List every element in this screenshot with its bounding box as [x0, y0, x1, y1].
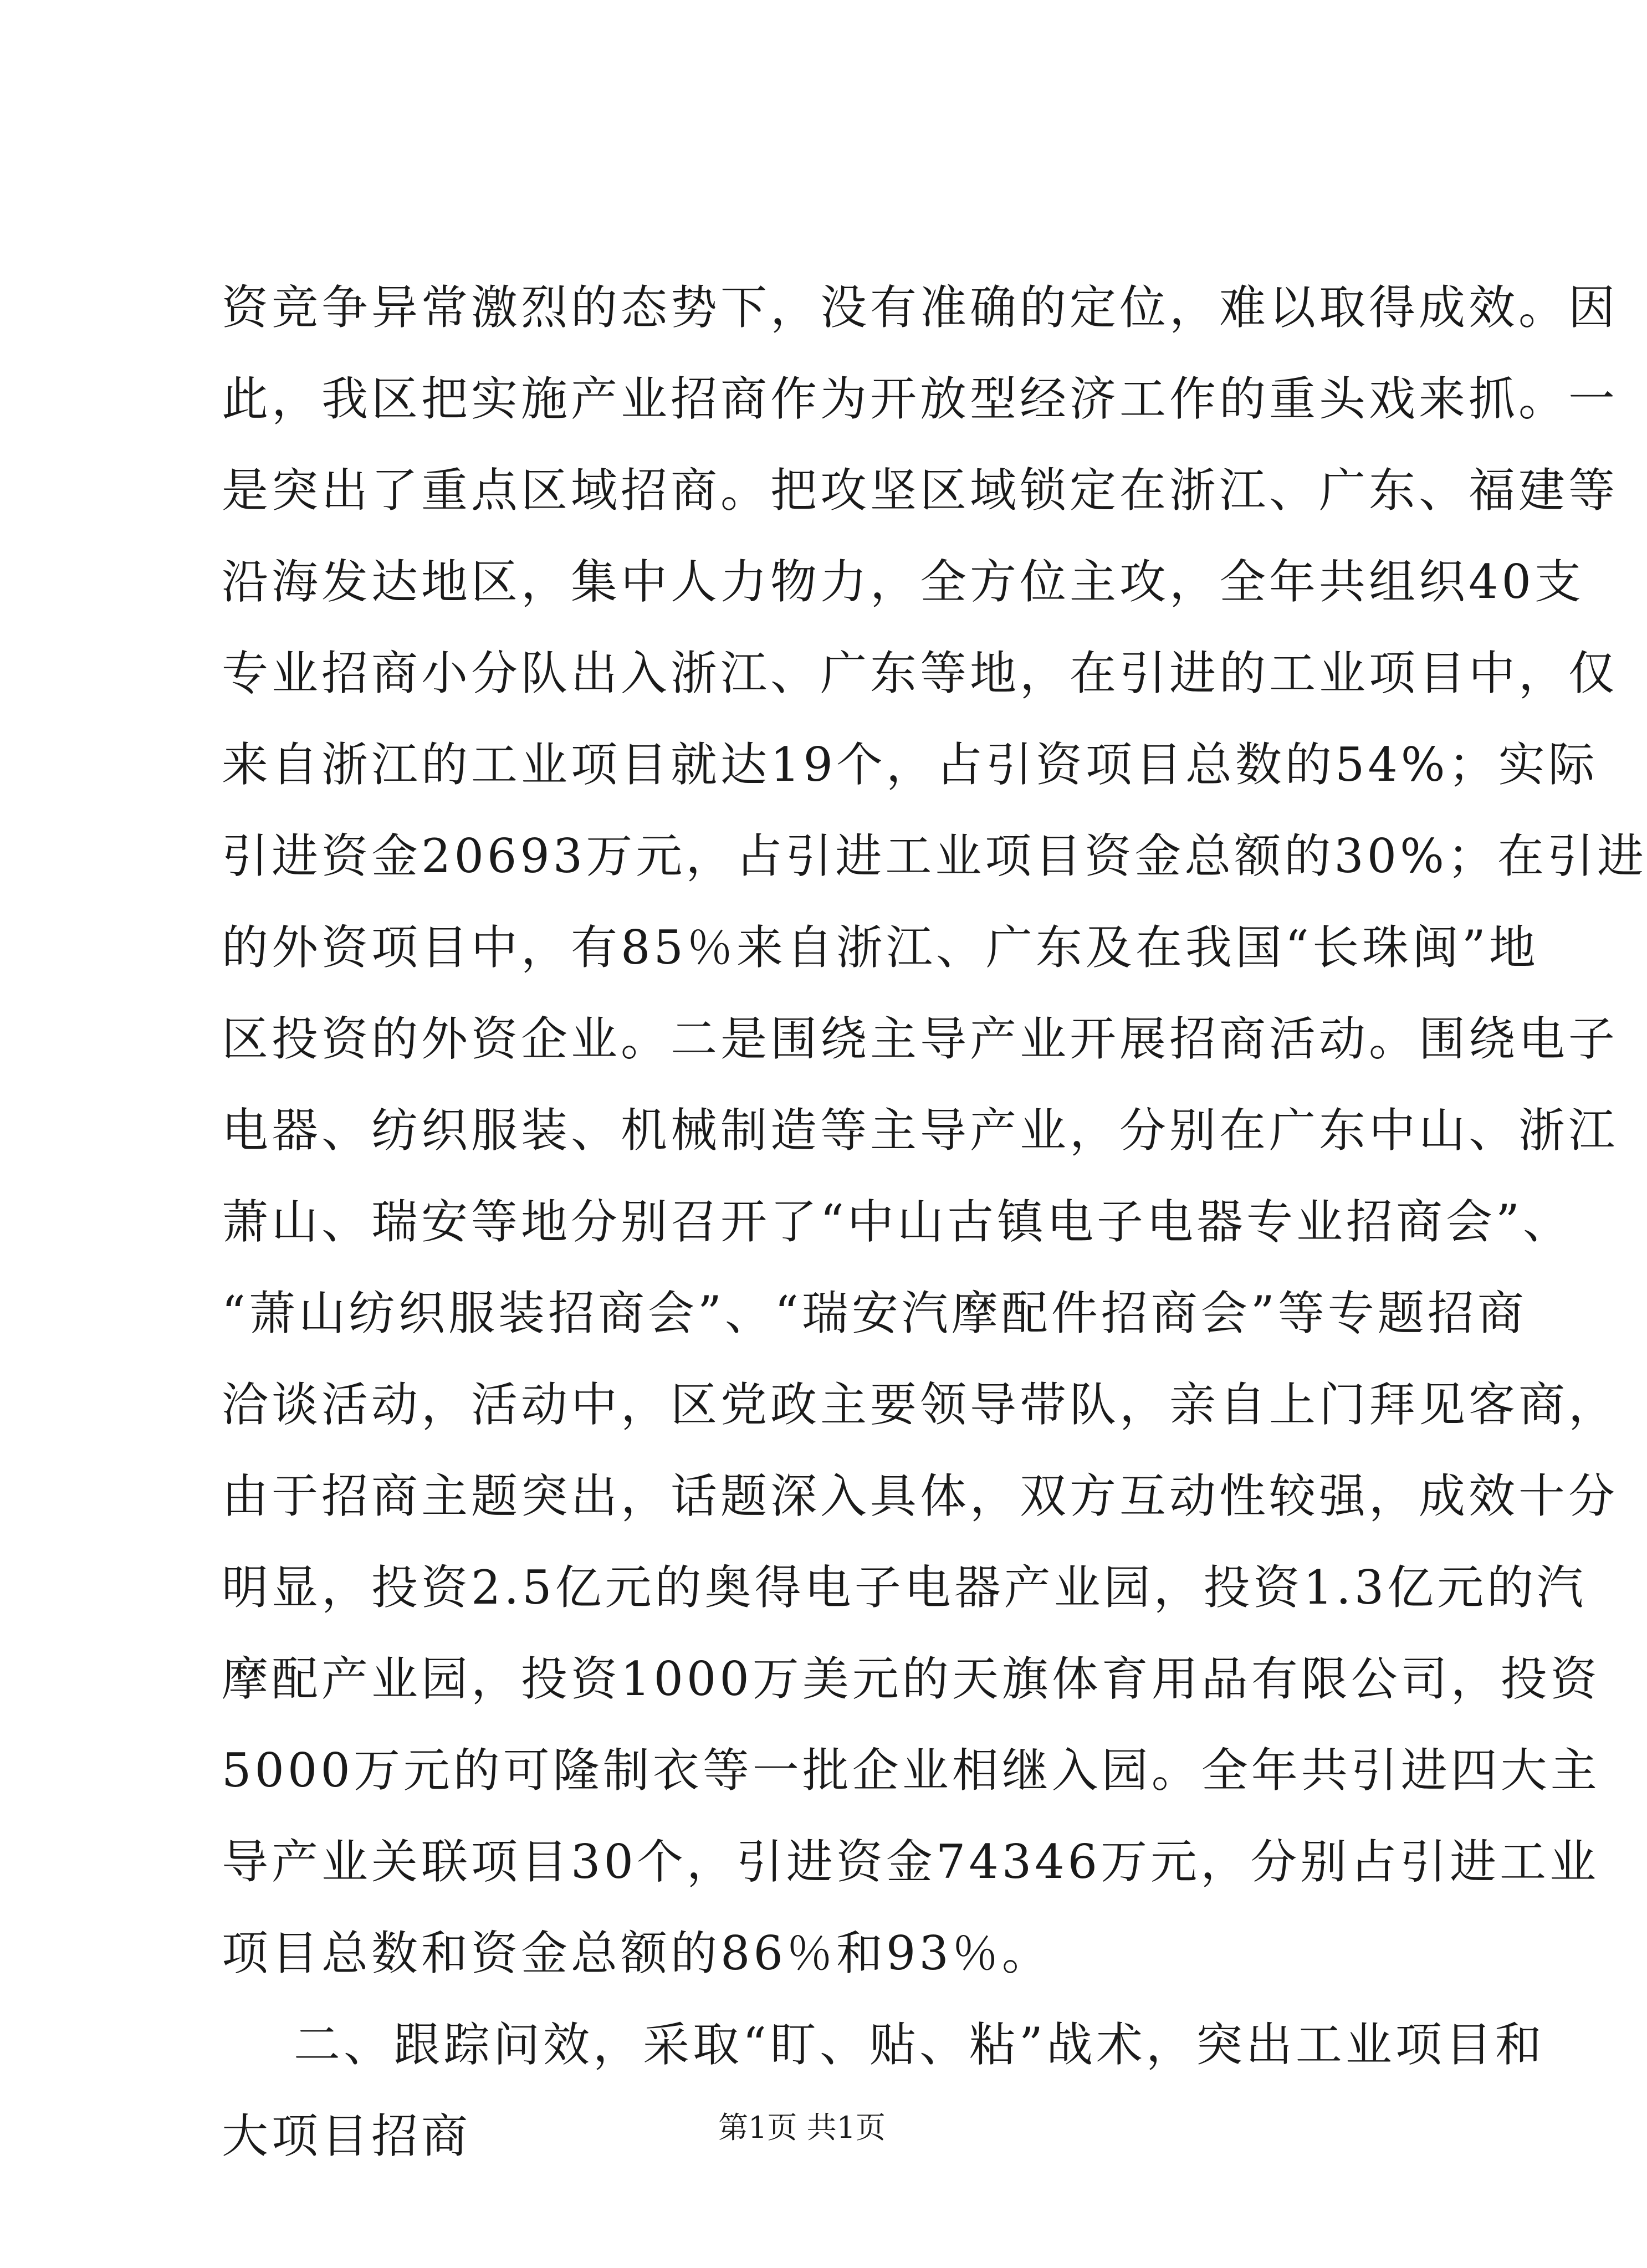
- paragraph-line: 引进资金20693万元，占引进工业项目资金总额的30%；在引进: [222, 829, 1647, 883]
- paragraph-line: 是突出了重点区域招商。把攻坚区域锁定在浙江、广东、福建等: [222, 463, 1619, 518]
- paragraph-line: 资竞争异常激烈的态势下，没有准确的定位，难以取得成效。因: [222, 280, 1619, 335]
- paragraph-line: 导产业关联项目30个，引进资金74346万元，分别占引进工业: [222, 1835, 1600, 1889]
- paragraph-line: 明显，投资2.5亿元的奥得电子电器产业园，投资1.3亿元的汽: [222, 1560, 1587, 1615]
- paragraph-line: 沿海发达地区，集中人力物力，全方位主攻，全年共组织40支: [222, 555, 1584, 609]
- paragraph-line: 摩配产业园，投资1000万美元的天旗体育用品有限公司，投资: [222, 1652, 1600, 1706]
- paragraph-line: 区投资的外资企业。二是围绕主导产业开展招商活动。围绕电子: [222, 1012, 1619, 1066]
- paragraph-line: 萧山、瑞安等地分别召开了“中山古镇电子电器专业招商会”、: [222, 1195, 1573, 1249]
- paragraph-line: “萧山纺织服装招商会”、“瑞安汽摩配件招商会”等专题招商: [222, 1286, 1527, 1340]
- paragraph-line: 此，我区把实施产业招商作为开放型经济工作的重头戏来抓。一: [222, 372, 1619, 426]
- paragraph-line: 专业招商小分队出入浙江、广东等地，在引进的工业项目中，仅: [222, 646, 1619, 700]
- page-footer: 第1页 共1页: [718, 2110, 886, 2145]
- paragraph-line: 5000万元的可隆制衣等一批企业相继入园。全年共引进四大主: [222, 1743, 1600, 1798]
- section-heading-line: 大项目招商: [222, 2109, 472, 2163]
- paragraph-line: 项目总数和资金总额的86％和93％。: [222, 1926, 1052, 1980]
- paragraph-line: 洽谈活动，活动中，区党政主要领导带队，亲自上门拜见客商，: [222, 1378, 1619, 1432]
- section-heading-line: 二、跟踪问效，采取“盯、贴、粘”战术，突出工业项目和: [294, 2018, 1545, 2072]
- paragraph-line: 电器、纺织服装、机械制造等主导产业，分别在广东中山、浙江: [222, 1103, 1619, 1158]
- paragraph-line: 的外资项目中，有85％来自浙江、广东及在我国“长珠闽”地: [222, 920, 1539, 975]
- paragraph-line: 来自浙江的工业项目就达19个，占引资项目总数的54%；实际: [222, 738, 1598, 792]
- paragraph-line: 由于招商主题突出，话题深入具体，双方互动性较强，成效十分: [222, 1469, 1619, 1523]
